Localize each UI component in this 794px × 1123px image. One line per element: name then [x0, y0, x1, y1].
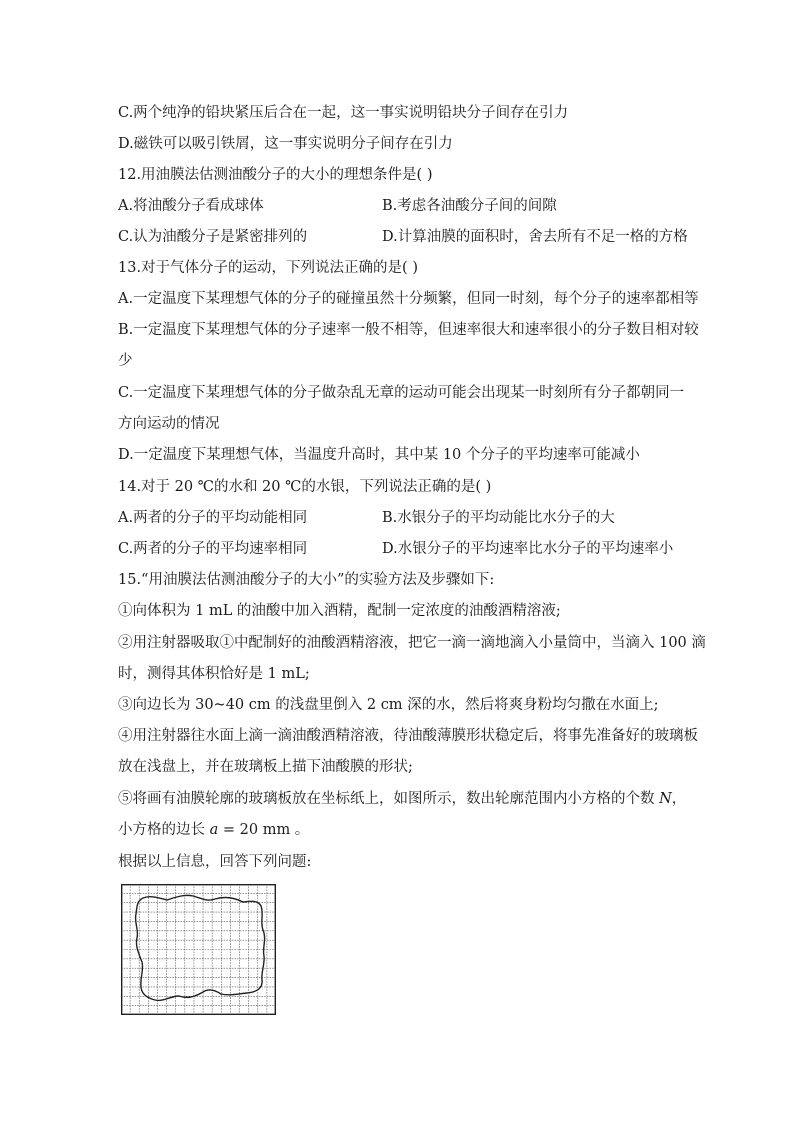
- question-13: 13.对于气体分子的运动，下列说法正确的是( ): [118, 260, 418, 276]
- step-1: ①向体积为 1 mL 的油酸中加入酒精，配制一定浓度的油酸酒精溶液;: [118, 603, 561, 619]
- step-5-text: ⑤将画有油膜轮廓的玻璃板放在坐标纸上，如图所示，数出轮廓范围内小方格的个数: [118, 791, 660, 807]
- q12-option-c: C.认为油酸分子是紧密排列的: [118, 229, 308, 245]
- step-5-prefix: 小方格的边长: [118, 822, 210, 838]
- oil-film-grid-figure: [121, 884, 276, 1015]
- step-5-comma: ，: [671, 791, 687, 807]
- q14-option-a: A.两者的分子的平均动能相同: [118, 510, 308, 526]
- step-5-suffix: = 20 mm 。: [218, 822, 310, 838]
- q14-option-c: C.两者的分子的平均速率相同: [118, 541, 308, 557]
- line-d-magnet: D.磁铁可以吸引铁屑，这一事实说明分子间存在引力: [118, 136, 453, 152]
- step-3: ③向边长为 30~40 cm 的浅盘里倒入 2 cm 深的水，然后将爽身粉均匀撒在水面上;: [118, 697, 659, 713]
- line-c-lead-blocks: C.两个纯净的铅块紧压后合在一起，这一事实说明铅块分子间存在引力: [118, 105, 569, 121]
- step-2: ②用注射器吸取①中配制好的油酸酒精溶液，把它一滴一滴地滴入小量筒中，当滴入 100 滴: [118, 635, 706, 651]
- question-12: 12.用油膜法估测油酸分子的大小的理想条件是( ): [118, 167, 433, 183]
- q12-option-d: D.计算油膜的面积时，舍去所有不足一格的方格: [382, 229, 688, 245]
- q13-option-d: D.一定温度下某理想气体，当温度升高时，其中某 10 个分子的平均速率可能减小: [118, 447, 640, 463]
- step-2-cont: 时，测得其体积恰好是 1 mL;: [118, 666, 310, 682]
- q13-option-a: A.一定温度下某理想气体的分子的碰撞虽然十分频繁，但同一时刻，每个分子的速率都相等: [118, 291, 699, 307]
- q12-option-a: A.将油酸分子看成球体: [118, 198, 264, 214]
- question-15: 15.“用油膜法估测油酸分子的大小”的实验方法及步骤如下:: [118, 572, 495, 588]
- q12-option-b: B.考虑各油酸分子间的间隙: [382, 198, 557, 214]
- q13-option-c-cont: 方向运动的情况: [118, 416, 220, 432]
- question-14: 14.对于 20 ℃的水和 20 ℃的水银，下列说法正确的是( ): [118, 479, 492, 495]
- oil-film-outline: [136, 895, 265, 1000]
- q14-option-d: D.水银分子的平均速率比水分子的平均速率小: [382, 541, 674, 557]
- step-4-cont: 放在浅盘上，并在玻璃板上描下油酸膜的形状;: [118, 759, 413, 775]
- q14-option-b: B.水银分子的平均动能比水分子的大: [382, 510, 615, 526]
- step-5: [118, 790, 686, 808]
- q13-option-c: C.一定温度下某理想气体的分子做杂乱无章的运动可能会出现某一时刻所有分子都朝同一: [118, 385, 685, 401]
- q13-option-b: B.一定温度下某理想气体的分子速率一般不相等，但速率很大和速率很小的分子数目相对较: [118, 322, 699, 338]
- variable-a: a: [209, 822, 219, 838]
- step-4: ④用注射器往水面上滴一滴油酸酒精溶液，待油酸薄膜形状稳定后，将事先准备好的玻璃板: [118, 728, 698, 744]
- closing-instruction: 根据以上信息，回答下列问题:: [118, 854, 312, 870]
- step-5-cont: [118, 821, 309, 839]
- variable-n: N: [659, 791, 672, 807]
- q13-option-b-cont: 少: [118, 353, 133, 369]
